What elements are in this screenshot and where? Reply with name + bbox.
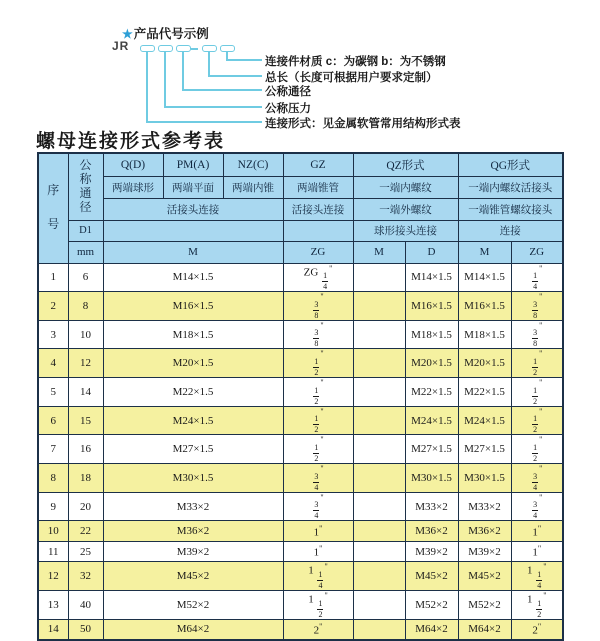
cell-qz-d: M16×1.5 (405, 292, 458, 321)
header-group-pm: PM(A) (163, 153, 223, 176)
cell-m: M16×1.5 (103, 292, 283, 321)
table-row (38, 406, 563, 435)
cell-qz-m (353, 591, 405, 620)
cell-qz-m (353, 521, 405, 542)
code-label-total-length: 总长（长度可根据用户要求定制） (265, 72, 438, 84)
cell-qg-zg: $\frac{1}{2}$ " (511, 378, 563, 407)
cell-seq: 4 (38, 349, 68, 378)
cell-qg-m: M24×1.5 (458, 406, 511, 435)
cell-qz-m (353, 349, 405, 378)
cell-qg-m: M33×2 (458, 492, 511, 521)
cell-qz-d: M24×1.5 (405, 406, 458, 435)
cell-qg-m: M14×1.5 (458, 263, 511, 292)
table-row (38, 492, 563, 521)
cell-dn: 8 (68, 292, 103, 321)
code-dash (191, 48, 198, 50)
cell-seq: 3 (38, 320, 68, 349)
cell-qg-m: M22×1.5 (458, 378, 511, 407)
cell-gz: 1" (283, 541, 353, 562)
cell-seq: 14 (38, 619, 68, 640)
cell-dn: 18 (68, 464, 103, 493)
cell-dn: 6 (68, 263, 103, 292)
header-group-qd: Q(D) (103, 153, 163, 176)
cell-gz: $\frac{3}{8}$ " (283, 292, 353, 321)
cell-seq: 8 (38, 464, 68, 493)
cell-qg-zg: 1 $\frac{1}{4}$ " (511, 562, 563, 591)
cell-qg-zg: $\frac{1}{2}$ " (511, 349, 563, 378)
code-label-material: 连接件材质 c：为碳钢 b：为不锈钢 (265, 56, 446, 68)
header-conn2-qz: 球形接头连接 (353, 220, 458, 241)
cell-qz-m (353, 619, 405, 640)
cell-qz-d: M30×1.5 (405, 464, 458, 493)
cell-gz: $\frac{3}{4}$ " (283, 492, 353, 521)
cell-dn: 40 (68, 591, 103, 620)
header-blank-1 (103, 220, 283, 241)
connector-line (182, 52, 184, 90)
cell-qz-m (353, 320, 405, 349)
header-unit-qz-m: M (353, 241, 405, 263)
cell-gz: $\frac{3}{8}$ " (283, 320, 353, 349)
table-row (38, 521, 563, 542)
header-end-qd: 两端球形 (103, 176, 163, 198)
header-mm: mm (68, 241, 103, 263)
cell-qg-m: M16×1.5 (458, 292, 511, 321)
product-code-heading-text: 产品代号示例 (133, 27, 209, 41)
cell-qg-zg: $\frac{3}{8}$ " (511, 292, 563, 321)
star-icon: ★ (122, 27, 133, 41)
cell-qg-m: M64×2 (458, 619, 511, 640)
cell-m: M20×1.5 (103, 349, 283, 378)
header-group-qz: QZ形式 (353, 153, 458, 176)
cell-m: M24×1.5 (103, 406, 283, 435)
connector-line (208, 52, 210, 76)
cell-gz: 1" (283, 521, 353, 542)
cell-m: M64×2 (103, 619, 283, 640)
cell-seq: 7 (38, 435, 68, 464)
code-label-nominal-pressure: 公称压力 (265, 103, 311, 115)
cell-qz-m (353, 541, 405, 562)
cell-qg-zg: $\frac{1}{4}$ " (511, 263, 563, 292)
header-end-pm: 两端平面 (163, 176, 223, 198)
cell-m: M14×1.5 (103, 263, 283, 292)
cell-qz-d: M20×1.5 (405, 349, 458, 378)
header-seq: 序 号 (38, 153, 68, 263)
cell-qz-d: M45×2 (405, 562, 458, 591)
cell-dn: 14 (68, 378, 103, 407)
connector-line (226, 59, 262, 61)
nut-connection-table (37, 152, 564, 641)
cell-gz: $\frac{1}{2}$ " (283, 349, 353, 378)
cell-gz: $\frac{1}{2}$ " (283, 435, 353, 464)
cell-qz-m (353, 406, 405, 435)
header-unit-qg-zg: ZG (511, 241, 563, 263)
header-unit-m: M (103, 241, 283, 263)
cell-seq: 12 (38, 562, 68, 591)
table-row (38, 464, 563, 493)
cell-gz: $\frac{1}{2}$ " (283, 378, 353, 407)
header-conn-union: 活接头连接 (103, 198, 283, 220)
code-box-3 (176, 45, 191, 52)
cell-qg-m: M18×1.5 (458, 320, 511, 349)
cell-m: M33×2 (103, 492, 283, 521)
code-label-connection-form: 连接形式：见金属软管常用结构形式表 (265, 118, 461, 130)
cell-qz-d: M64×2 (405, 619, 458, 640)
cell-qg-zg: $\frac{1}{2}$ " (511, 435, 563, 464)
cell-qg-zg: $\frac{3}{4}$ " (511, 492, 563, 521)
cell-qg-m: M36×2 (458, 521, 511, 542)
cell-seq: 10 (38, 521, 68, 542)
header-conn-qz: 一端外螺纹 (353, 198, 458, 220)
code-box-4 (202, 45, 217, 52)
cell-seq: 13 (38, 591, 68, 620)
table-row (38, 591, 563, 620)
cell-dn: 25 (68, 541, 103, 562)
header-d1: D1 (68, 220, 103, 241)
cell-gz: $\frac{1}{2}$ " (283, 406, 353, 435)
cell-dn: 50 (68, 619, 103, 640)
table-title: 螺母连接形式参考表 (36, 131, 226, 152)
cell-dn: 20 (68, 492, 103, 521)
cell-m: M30×1.5 (103, 464, 283, 493)
cell-gz: $\frac{3}{4}$ " (283, 464, 353, 493)
code-label-nominal-diameter: 公称通径 (265, 86, 311, 98)
cell-qg-m: M45×2 (458, 562, 511, 591)
cell-dn: 15 (68, 406, 103, 435)
cell-qz-d: M22×1.5 (405, 378, 458, 407)
cell-seq: 5 (38, 378, 68, 407)
cell-qz-d: M36×2 (405, 521, 458, 542)
cell-qg-zg: 2" (511, 619, 563, 640)
table-row (38, 619, 563, 640)
cell-qz-d: M14×1.5 (405, 263, 458, 292)
cell-dn: 16 (68, 435, 103, 464)
cell-qz-d: M33×2 (405, 492, 458, 521)
cell-qg-m: M20×1.5 (458, 349, 511, 378)
cell-qg-zg: $\frac{3}{8}$ " (511, 320, 563, 349)
cell-seq: 2 (38, 292, 68, 321)
table-row (38, 263, 563, 292)
cell-qg-zg: 1 $\frac{1}{2}$ " (511, 591, 563, 620)
cell-qz-d: M18×1.5 (405, 320, 458, 349)
table-row (38, 292, 563, 321)
cell-dn: 10 (68, 320, 103, 349)
header-conn-qg: 一端锥管螺纹接头 (458, 198, 563, 220)
code-box-2 (158, 45, 173, 52)
cell-m: M36×2 (103, 521, 283, 542)
cell-qg-zg: 1" (511, 541, 563, 562)
cell-gz: 1 $\frac{1}{2}$ " (283, 591, 353, 620)
cell-qg-zg: $\frac{3}{4}$ " (511, 464, 563, 493)
cell-gz: 2" (283, 619, 353, 640)
cell-qg-m: M39×2 (458, 541, 511, 562)
code-box-5 (220, 45, 235, 52)
connector-line (164, 52, 166, 107)
cell-seq: 6 (38, 406, 68, 435)
product-code-prefix: JR (112, 39, 130, 53)
table-body (38, 263, 563, 640)
cell-qg-zg: 1" (511, 521, 563, 542)
cell-qz-m (353, 562, 405, 591)
cell-qg-zg: $\frac{1}{2}$ " (511, 406, 563, 435)
connector-line (164, 106, 262, 108)
cell-qz-d: M27×1.5 (405, 435, 458, 464)
cell-qz-m (353, 492, 405, 521)
cell-m: M22×1.5 (103, 378, 283, 407)
cell-gz: 1 $\frac{1}{4}$ " (283, 562, 353, 591)
connector-line (146, 52, 148, 122)
header-conn-gz: 活接头连接 (283, 198, 353, 220)
header-unit-qz-d: D (405, 241, 458, 263)
product-code-heading (122, 24, 209, 42)
header-end-nz: 两端内锥 (223, 176, 283, 198)
cell-seq: 9 (38, 492, 68, 521)
header-end-qg: 一端内螺纹活接头 (458, 176, 563, 198)
table-row (38, 562, 563, 591)
cell-qg-m: M30×1.5 (458, 464, 511, 493)
cell-qz-m (353, 263, 405, 292)
header-end-gz: 两端锥管 (283, 176, 353, 198)
cell-qg-m: M52×2 (458, 591, 511, 620)
cell-qz-m (353, 464, 405, 493)
cell-qz-d: M52×2 (405, 591, 458, 620)
table-row (38, 541, 563, 562)
table-row (38, 320, 563, 349)
table-row (38, 378, 563, 407)
cell-qz-m (353, 435, 405, 464)
connector-line (182, 89, 262, 91)
header-unit-zg: ZG (283, 241, 353, 263)
cell-m: M18×1.5 (103, 320, 283, 349)
cell-m: M52×2 (103, 591, 283, 620)
table-row (38, 349, 563, 378)
cell-seq: 11 (38, 541, 68, 562)
connector-line (146, 121, 262, 123)
cell-m: M27×1.5 (103, 435, 283, 464)
cell-seq: 1 (38, 263, 68, 292)
table-row (38, 435, 563, 464)
header-group-gz: GZ (283, 153, 353, 176)
cell-qg-m: M27×1.5 (458, 435, 511, 464)
header-blank-2 (283, 220, 353, 241)
cell-qz-m (353, 378, 405, 407)
header-unit-qg-m: M (458, 241, 511, 263)
header-group-qg: QG形式 (458, 153, 563, 176)
cell-dn: 32 (68, 562, 103, 591)
connector-line (208, 75, 262, 77)
header-dn: 公 称 通 径 (68, 153, 103, 220)
header-end-qz: 一端内螺纹 (353, 176, 458, 198)
cell-dn: 12 (68, 349, 103, 378)
header-conn2-qg: 连接 (458, 220, 563, 241)
header-group-nz: NZ(C) (223, 153, 283, 176)
cell-qz-m (353, 292, 405, 321)
cell-gz: ZG $\frac{1}{4}$ " (283, 263, 353, 292)
code-box-1 (140, 45, 155, 52)
cell-qz-d: M39×2 (405, 541, 458, 562)
cell-m: M39×2 (103, 541, 283, 562)
cell-dn: 22 (68, 521, 103, 542)
cell-m: M45×2 (103, 562, 283, 591)
